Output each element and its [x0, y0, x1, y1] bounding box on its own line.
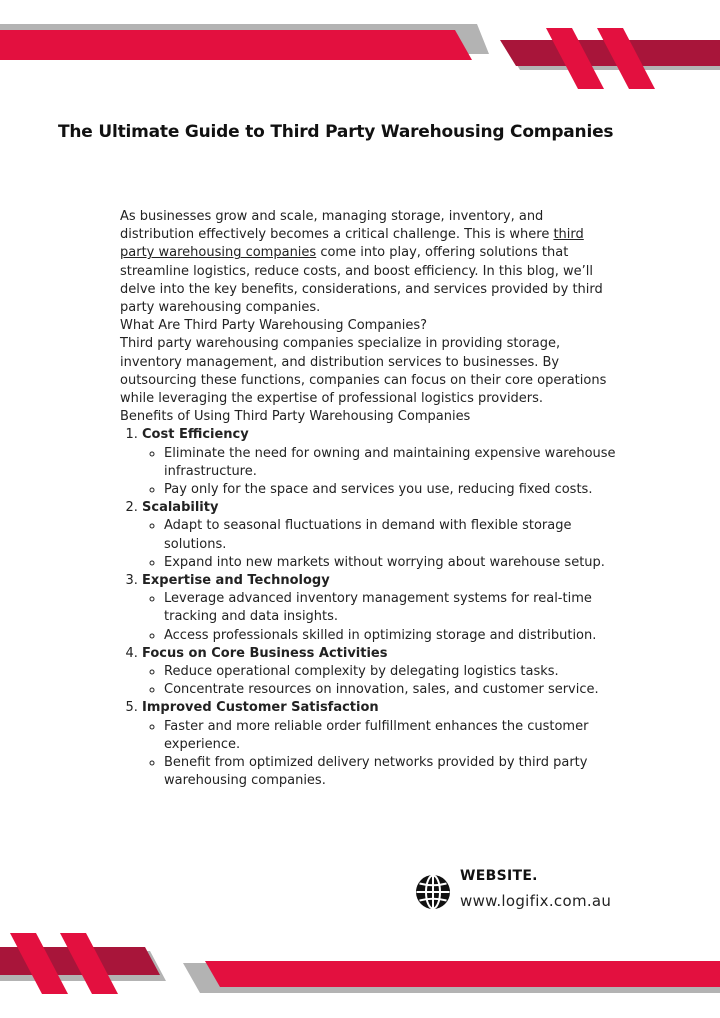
- benefit-point: ◦ Expand into new markets without worrying about warehouse setup.: [164, 554, 620, 572]
- benefit-point: ◦ Concentrate resources on innovation, sales, and customer service.: [164, 681, 620, 699]
- benefit-title: Improved Customer Satisfaction: [142, 700, 379, 716]
- benefit-points: [142, 445, 620, 500]
- benefit-title: Cost Efficiency: [142, 427, 249, 443]
- benefit-points: [142, 663, 620, 699]
- intro-text-end: come into play, offering solutions that streamline logistics, reduce costs, and boost efficiency. In this blog, we’ll delve into the key benefits, considerations, and services provided by third party warehousing companies.: [120, 245, 603, 316]
- benefit-point: ◦ Pay only for the space and services you use, reducing fixed costs.: [164, 481, 620, 499]
- benefit-point: ◦ Benefit from optimized delivery networks provided by third party warehousing companies.: [164, 754, 620, 790]
- benefit-point: ◦ Faster and more reliable order fulfillment enhances the customer experience.: [164, 718, 620, 754]
- benefit-title: Scalability: [142, 500, 219, 516]
- website-block: [414, 868, 654, 918]
- benefits-list: [120, 426, 620, 790]
- warehousing-link[interactable]: third party warehousing companies: [120, 227, 584, 261]
- benefit-item: [142, 699, 620, 790]
- benefit-point: ◦ Access professionals skilled in optimizing storage and distribution.: [164, 627, 620, 645]
- benefit-point: ◦ Eliminate the need for owning and maintaining expensive warehouse infrastructure.: [164, 445, 620, 481]
- website-url[interactable]: www.logifix.com.au: [460, 892, 612, 910]
- benefit-point: ◦ Adapt to seasonal fluctuations in demand with flexible storage solutions.: [164, 517, 620, 553]
- benefit-item: [142, 572, 620, 645]
- intro-paragraph: [120, 208, 620, 317]
- page-title: The Ultimate Guide to Third Party Warehousing Companies: [58, 122, 614, 142]
- benefit-item: [142, 426, 620, 499]
- benefit-points: [142, 718, 620, 791]
- benefit-points: [142, 517, 620, 572]
- section-heading-benefits: Benefits of Using Third Party Warehousing Companies: [120, 409, 471, 425]
- article-body: [120, 208, 620, 791]
- bottom-right-red-stripe: [205, 961, 720, 987]
- section-heading-what: What Are Third Party Warehousing Companies?: [120, 318, 428, 334]
- benefit-item: [142, 499, 620, 572]
- top-decorative-banner: [0, 0, 720, 95]
- benefit-points: [142, 590, 620, 645]
- website-label: WEBSITE.: [460, 868, 538, 884]
- globe-icon: [414, 873, 452, 911]
- top-red-stripe: [0, 30, 472, 60]
- benefit-item: [142, 645, 620, 700]
- section-what-body: Third party warehousing companies specialize in providing storage, inventory management, and distribution services to businesses. By outsourcing these functions, companies can focus on their core operations while leveraging the expertise of professional logistics providers.: [120, 336, 607, 407]
- benefit-point: ◦ Leverage advanced inventory management systems for real-time tracking and data insights.: [164, 590, 620, 626]
- benefit-title: Expertise and Technology: [142, 573, 330, 589]
- intro-text-start: As businesses grow and scale, managing storage, inventory, and distribution effectively becomes a critical challenge. This is where: [120, 209, 554, 243]
- benefit-point: ◦ Reduce operational complexity by delegating logistics tasks.: [164, 663, 620, 681]
- bottom-decorative-banner: [0, 925, 720, 1018]
- benefit-title: Focus on Core Business Activities: [142, 645, 388, 661]
